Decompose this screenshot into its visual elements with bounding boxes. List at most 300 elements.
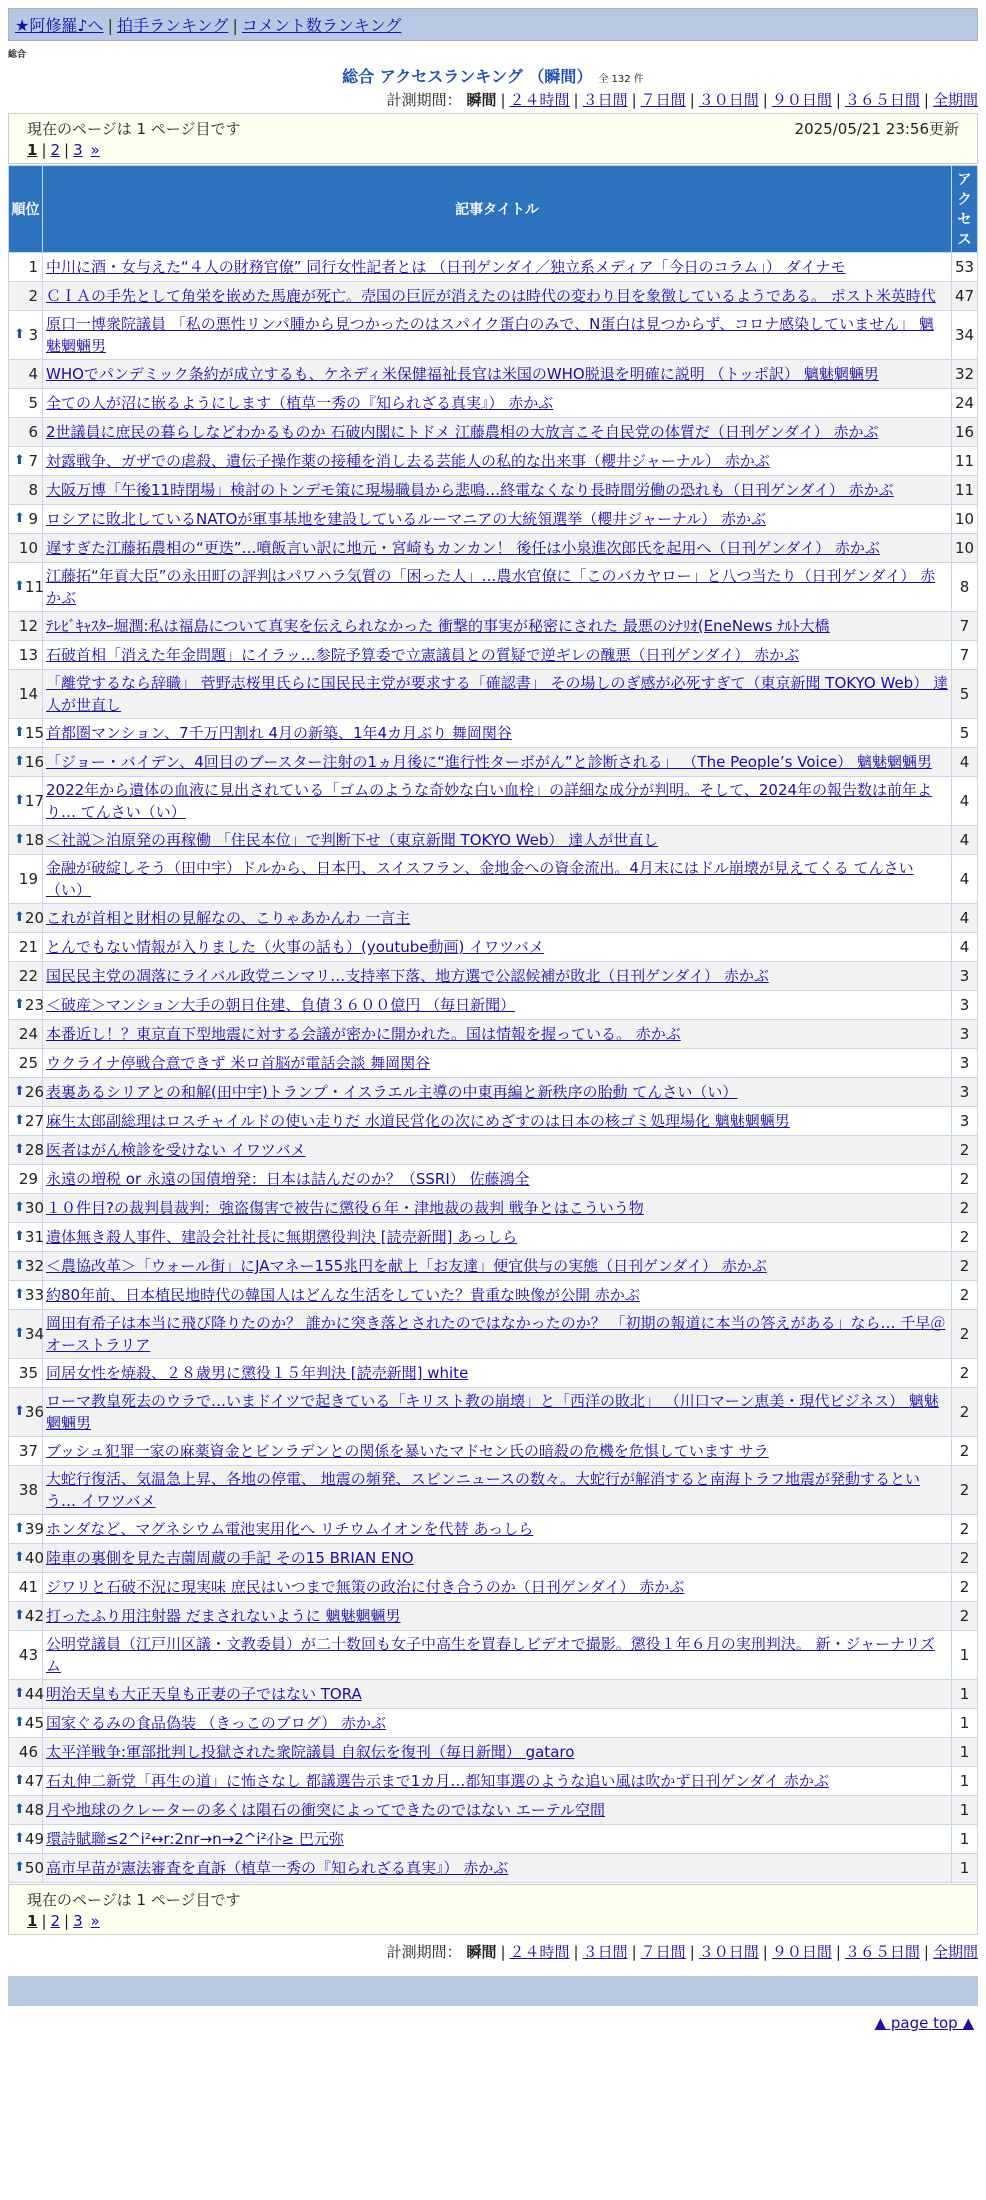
period-all-bottom[interactable]: 全期間 — [932, 1943, 978, 1961]
table-row — [9, 1680, 978, 1709]
period-30d[interactable]: ３０日間 — [698, 91, 759, 109]
title-cell — [43, 641, 952, 670]
rank-up-arrow-icon: ⬆ — [14, 725, 25, 740]
access-count: 2 — [952, 1544, 978, 1573]
table-row — [9, 1194, 978, 1223]
access-count: 2 — [952, 1136, 978, 1165]
rank-cell — [9, 1680, 43, 1709]
article-title-link[interactable]: 打ったふり用注射器 だまされないように 魑魅魍魎男 — [46, 1607, 401, 1625]
rank-up-arrow-icon: ⬆ — [14, 997, 25, 1012]
rank-number: 46 — [18, 1743, 38, 1761]
table-row — [9, 1631, 978, 1680]
article-title-link[interactable]: 遺体無き殺人事件、建設会社社長に無期懲役判決 [読売新聞] あっしら — [46, 1228, 518, 1246]
article-title-link[interactable]: これが首相と財相の見解なの、こりゃあかんわ 一言主 — [46, 909, 411, 927]
access-count: 10 — [952, 505, 978, 534]
title-cell — [43, 360, 952, 389]
rank-cell — [9, 1437, 43, 1466]
article-title-link[interactable]: 表裏あるシリアとの和解(田中宇)トランプ・イスラエル主導の中東再編と新秩序の胎動 てんさい（い） — [46, 1083, 738, 1101]
rank-cell — [9, 641, 43, 670]
rank-number: 43 — [18, 1646, 38, 1664]
access-count: 4 — [952, 904, 978, 933]
table-row — [9, 1252, 978, 1281]
page-1-current-bottom: 1 — [27, 1912, 38, 1930]
rank-number: 17 — [24, 792, 44, 810]
rank-cell — [9, 904, 43, 933]
rank-number: 31 — [24, 1228, 44, 1246]
period-365d[interactable]: ３６５日間 — [844, 91, 920, 109]
title-cell — [43, 1281, 952, 1310]
page-2-link[interactable]: 2 — [50, 141, 61, 159]
rank-number: 3 — [28, 326, 38, 344]
title-cell — [43, 389, 952, 418]
access-count: 7 — [952, 641, 978, 670]
title-cell — [43, 1796, 952, 1825]
title-cell — [43, 1020, 952, 1049]
rank-cell — [9, 1631, 43, 1680]
access-count: 2 — [952, 1223, 978, 1252]
table-row — [9, 311, 978, 360]
access-count: 34 — [952, 311, 978, 360]
section-label: 総合 — [8, 50, 27, 60]
table-row — [9, 360, 978, 389]
article-title-link[interactable]: 環詩賦聯≤2^i²↔r:2nr→n→2^i²ｲﾄ≥ 巴元弥 — [46, 1830, 344, 1848]
rank-up-arrow-icon: ⬆ — [14, 1113, 25, 1128]
period-3d-bottom[interactable]: ３日間 — [582, 1943, 628, 1961]
access-count: 16 — [952, 418, 978, 447]
rank-number: 42 — [24, 1607, 44, 1625]
rank-number: 34 — [24, 1325, 44, 1343]
title-cell — [43, 962, 952, 991]
access-count: 10 — [952, 534, 978, 563]
rank-number: 40 — [24, 1549, 44, 1567]
period-365d-bottom[interactable]: ３６５日間 — [844, 1943, 920, 1961]
article-title-link[interactable]: 金融が破綻しそう（田中宇）ドルから、日本円、スイスフラン、金地金への資金流出。4月末にはドル崩壊が見えてくる てんさい（い） — [46, 859, 914, 899]
article-title-link[interactable]: 医者はがん検診を受けない イワツバメ — [46, 1141, 306, 1159]
table-row — [9, 1281, 978, 1310]
title-cell — [43, 1738, 952, 1767]
current-page-text: 現在のページは 1 ページ目です — [27, 120, 241, 138]
table-row — [9, 1359, 978, 1388]
article-title-link[interactable]: ＜社説＞泊原発の再稼働 「住民本位」で判断下せ（東京新聞 TOKYO Web） 達人が世直し — [46, 831, 659, 849]
title-cell — [43, 1136, 952, 1165]
title-cell — [43, 1049, 952, 1078]
article-title-link[interactable]: 「ジョー・バイデン、4回目のブースター注射の1ヵ月後に“進行性ターボがん”と診断される」 （The People’s Voice） 魑魅魍魎男 — [46, 753, 932, 771]
rank-number: 37 — [18, 1442, 38, 1460]
rank-number: 50 — [24, 1859, 44, 1877]
rank-up-arrow-icon: ⬆ — [14, 511, 25, 526]
article-title-link[interactable]: 大阪万博「午後11時閉場」検討のトンデモ策に現場職員から悲鳴…終電なくなり長時間労働の恐れも（日刊ゲンダイ） 赤かぶ — [46, 481, 894, 499]
rank-number: 27 — [24, 1112, 44, 1130]
article-title-link[interactable]: 太平洋戦争:軍部批判し投獄された衆院議員 自叙伝を復刊（毎日新聞） gataro — [46, 1743, 575, 1761]
access-count: 3 — [952, 1049, 978, 1078]
article-title-link[interactable]: ジワリと石破不況に現実味 庶民はいつまで無策の政治に付き合うのか（日刊ゲンダイ） 赤かぶ — [46, 1578, 685, 1596]
rank-number: 25 — [18, 1054, 38, 1072]
article-title-link[interactable]: 遅すぎた江藤拓農相の“更迭”…噴飯言い訳に地元・宮崎もカンカン！ 後任は小泉進次郎氏を起用へ（日刊ゲンダイ） 赤かぶ — [46, 539, 880, 557]
access-count: 24 — [952, 389, 978, 418]
table-row — [9, 670, 978, 719]
page-3-link[interactable]: 3 — [73, 141, 83, 159]
rank-cell — [9, 777, 43, 826]
rank-number: 14 — [18, 685, 38, 703]
title-cell — [43, 719, 952, 748]
table-row — [9, 1049, 978, 1078]
access-count: 11 — [952, 447, 978, 476]
table-row — [9, 991, 978, 1020]
table-row — [9, 1796, 978, 1825]
table-row — [9, 389, 978, 418]
rank-up-arrow-icon: ⬆ — [14, 1608, 25, 1623]
table-row — [9, 1825, 978, 1854]
table-row — [9, 1310, 978, 1359]
rank-number: 20 — [24, 909, 44, 927]
article-title-link[interactable]: 対露戦争、ガザでの虐殺、遺伝子操作薬の接種を消し去る芸能人の私的な出来事（櫻井ジャーナル） 赤かぶ — [46, 452, 770, 470]
rank-number: 1 — [28, 258, 38, 276]
title-cell — [43, 563, 952, 612]
article-title-link[interactable]: ロシアに敗北しているNATOが軍事基地を建設しているルーマニアの大統領選挙（櫻井ジャーナル） 赤かぶ — [46, 510, 767, 528]
access-count: 3 — [952, 962, 978, 991]
rank-number: 26 — [24, 1083, 44, 1101]
period-7d-bottom[interactable]: ７日間 — [640, 1943, 686, 1961]
rank-number: 39 — [24, 1520, 44, 1538]
table-row — [9, 777, 978, 826]
table-row — [9, 855, 978, 904]
rank-up-arrow-icon: ⬆ — [14, 1326, 25, 1341]
access-count: 2 — [952, 1602, 978, 1631]
article-title-link[interactable]: 石破首相「消えた年金問題」にイラッ…参院予算委で立憲議員との質疑で逆ギレの醜悪（日刊ゲンダイ） 赤かぶ — [46, 646, 800, 664]
access-count: 3 — [952, 991, 978, 1020]
title-cell — [43, 1165, 952, 1194]
rank-cell — [9, 1223, 43, 1252]
rank-up-arrow-icon: ⬆ — [14, 754, 25, 769]
rank-cell — [9, 389, 43, 418]
rank-number: 7 — [28, 452, 38, 470]
rank-cell — [9, 1738, 43, 1767]
rank-cell — [9, 1825, 43, 1854]
rank-number: 29 — [18, 1170, 38, 1188]
access-count: 3 — [952, 1078, 978, 1107]
rank-up-arrow-icon: ⬆ — [14, 453, 25, 468]
page-top-link[interactable]: ▲ page top ▲ — [874, 2014, 974, 2032]
rank-cell — [9, 1796, 43, 1825]
article-title-link[interactable]: 「離党するなら辞職」 菅野志桜里氏らに国民民主党が要求する「確認書」 その場しのぎ感が必死すぎて（東京新聞 TOKYO Web） 達人が世直し — [46, 674, 948, 714]
article-title-link[interactable]: とんでもない情報が入りました（火事の話も）(youtube動画) イワツバメ — [46, 938, 544, 956]
access-count: 2 — [952, 1388, 978, 1437]
title-cell — [43, 1359, 952, 1388]
table-row — [9, 253, 978, 282]
period-7d[interactable]: ７日間 — [640, 91, 686, 109]
rank-cell — [9, 1136, 43, 1165]
rank-up-arrow-icon: ⬆ — [14, 327, 25, 342]
title-cell — [43, 1709, 952, 1738]
article-title-link[interactable]: 石丸伸二新党「再生の道」に怖さなし 都議選告示まで1カ月…都知事選のような追い風は吹かず日刊ゲンダイ 赤かぶ — [46, 1772, 829, 1790]
article-title-link[interactable]: 中川に酒・女与えた“４人の財務官僚” 同行女性記者とは （日刊ゲンダイ／独立系メディア「今日のコラム」） ダイナモ — [46, 258, 846, 276]
title-cell — [43, 748, 952, 777]
access-count: 11 — [952, 476, 978, 505]
article-title-link[interactable]: 麻生太郎副総理はロスチャイルドの使い走りだ 水道民営化の次にめざすのは日本の核ゴミ処理場化 魑魅魍魎男 — [46, 1112, 790, 1130]
article-title-link[interactable]: 首都圏マンション、7千万円割れ 4月の新築、1年4カ月ぶり 舞岡関谷 — [46, 724, 512, 742]
rank-cell — [9, 253, 43, 282]
title-cell — [43, 1680, 952, 1709]
page-info-bottom — [8, 1884, 978, 1935]
access-count: 2 — [952, 1515, 978, 1544]
table-row — [9, 719, 978, 748]
article-title-link[interactable]: ウクライナ停戦合意できず 米ロ首脳が電話会談 舞岡関谷 — [46, 1054, 431, 1072]
article-title-link[interactable]: １０件目?の裁判員裁判：強盗傷害で被告に懲役６年・津地裁の裁判 戦争とはこういう物 — [46, 1199, 644, 1217]
title-cell — [43, 1107, 952, 1136]
article-title-link[interactable]: 同居女性を焼殺、２８歳男に懲役１５年判決 [読売新聞] white — [46, 1364, 469, 1382]
access-count: 2 — [952, 1573, 978, 1602]
article-title-link[interactable]: 高市早苗が憲法審査を直訴（植草一秀の『知られざる真実』） 赤かぶ — [46, 1859, 509, 1877]
period-24h-bottom[interactable]: ２４時間 — [509, 1943, 570, 1961]
access-count: 4 — [952, 855, 978, 904]
article-title-link[interactable]: 明治天皇も大正天皇も正妻の子ではない TORA — [46, 1685, 362, 1703]
period-24h[interactable]: ２４時間 — [509, 91, 570, 109]
table-row — [9, 933, 978, 962]
article-title-link[interactable]: 約80年前、日本植民地時代の韓国人はどんな生活をしていた？貴重な映像が公開 赤かぶ — [46, 1286, 640, 1304]
period-current-bottom: 瞬間 — [466, 1943, 497, 1961]
table-row — [9, 1107, 978, 1136]
title-cell — [43, 1515, 952, 1544]
table-row — [9, 962, 978, 991]
rank-number: 16 — [24, 753, 44, 771]
rank-number: 38 — [18, 1481, 38, 1499]
article-title-link[interactable]: 岡田有希子は本当に飛び降りたのか？ 誰かに突き落とされたのではなかったのか？ 「初期の報道に本当の答えがある」なら… 千早＠オーストラリア — [46, 1314, 946, 1354]
page-2-link-bottom[interactable]: 2 — [50, 1912, 61, 1930]
access-count: 3 — [952, 1107, 978, 1136]
access-count: 5 — [952, 719, 978, 748]
rank-up-arrow-icon: ⬆ — [14, 1521, 25, 1536]
rank-number: 32 — [24, 1257, 44, 1275]
rank-cell — [9, 476, 43, 505]
title-cell — [43, 612, 952, 641]
access-count: 1 — [952, 1631, 978, 1680]
title-cell — [43, 855, 952, 904]
rank-cell — [9, 826, 43, 855]
rank-cell — [9, 311, 43, 360]
table-row — [9, 1515, 978, 1544]
article-title-link[interactable]: ローマ教皇死去のウラで…いまドイツで起きている「キリスト教の崩壊」と「西洋の敗北」 （川口マーン恵美・現代ビジネス） 魑魅魍魎男 — [46, 1392, 939, 1432]
rank-up-arrow-icon: ⬆ — [14, 910, 25, 925]
rank-number: 2 — [28, 287, 38, 305]
article-title-link[interactable]: 江藤拓“年貢大臣”の永田町の評判はパワハラ気質の「困った人」…農水官僚に「このバカヤロー」と八つ当たり（日刊ゲンダイ） 赤かぶ — [46, 567, 936, 607]
rank-up-arrow-icon: ⬆ — [14, 1860, 25, 1875]
table-row — [9, 1709, 978, 1738]
title-cell — [43, 991, 952, 1020]
access-count: 4 — [952, 748, 978, 777]
title-cell — [43, 1767, 952, 1796]
article-title-link[interactable]: 大蛇行復活、気温急上昇、各地の停電、 地震の頻発、スピンニュースの数々。大蛇行が解消すると南海トラフ地震が発動するという… イワツバメ — [46, 1470, 921, 1510]
rank-cell — [9, 1165, 43, 1194]
header-access: アクセス — [952, 166, 978, 253]
article-title-link[interactable]: 月や地球のクレーターの多くは隕石の衝突によってできたのではない エーテル空間 — [46, 1801, 606, 1819]
table-row — [9, 1602, 978, 1631]
total-count: 全 132 件 — [598, 74, 644, 85]
rank-number: 10 — [18, 539, 38, 557]
page-info-top — [8, 113, 978, 164]
access-count: 1 — [952, 1825, 978, 1854]
nav-link-home[interactable]: ★阿修羅♪へ — [15, 16, 104, 35]
ranking-table — [8, 165, 978, 1883]
access-count: 7 — [952, 612, 978, 641]
title-cell — [43, 933, 952, 962]
rank-cell — [9, 962, 43, 991]
next-page-link[interactable]: » — [90, 141, 100, 159]
rank-cell — [9, 447, 43, 476]
article-title-link[interactable]: 国家ぐるみの食品偽装 （きっこのブログ） 赤かぶ — [46, 1714, 386, 1732]
page-title: 総合 アクセスランキング （瞬間） — [342, 67, 593, 86]
next-page-link-bottom[interactable]: » — [90, 1912, 100, 1930]
rank-number: 47 — [24, 1772, 44, 1790]
rank-up-arrow-icon: ⬆ — [14, 1200, 25, 1215]
title-cell — [43, 670, 952, 719]
article-title-link[interactable]: 公明党議員（江戸川区議・文教委員）が二十数回も女子中高生を買春しビデオで撮影。懲役１年６月の実刑判決。 新・ジャーナリズム — [46, 1635, 935, 1675]
table-row — [9, 1078, 978, 1107]
table-row — [9, 476, 978, 505]
rank-number: 6 — [28, 423, 38, 441]
title-cell — [43, 1252, 952, 1281]
rank-cell — [9, 360, 43, 389]
rank-number: 30 — [24, 1199, 44, 1217]
rank-cell — [9, 670, 43, 719]
table-row — [9, 904, 978, 933]
access-count: 4 — [952, 933, 978, 962]
rank-number: 11 — [24, 578, 44, 596]
access-count: 47 — [952, 282, 978, 311]
rank-cell — [9, 612, 43, 641]
period-30d-bottom[interactable]: ３０日間 — [698, 1943, 759, 1961]
access-count: 53 — [952, 253, 978, 282]
rank-number: 4 — [28, 365, 38, 383]
rank-cell — [9, 1107, 43, 1136]
article-title-link[interactable]: ＜破産＞マンション大手の朝日住建、負債３６００億円 （毎日新聞） — [46, 996, 516, 1014]
title-cell — [43, 1573, 952, 1602]
page-3-link-bottom[interactable]: 3 — [73, 1912, 83, 1930]
rank-number: 24 — [18, 1025, 38, 1043]
rank-cell — [9, 1602, 43, 1631]
rank-cell — [9, 282, 43, 311]
article-title-link[interactable]: 本番近し！？東京直下型地震に対する会議が密かに開かれた。国は情報を握っている。 赤かぶ — [46, 1025, 681, 1043]
period-90d[interactable]: ９０日間 — [771, 91, 832, 109]
access-count: 2 — [952, 1281, 978, 1310]
rank-cell — [9, 1709, 43, 1738]
title-cell — [43, 777, 952, 826]
article-title-link[interactable]: ＜農協改革＞「ウォール街」にJAマネー155兆円を献上「お友達」便宜供与の実態（日刊ゲンダイ） 赤かぶ — [46, 1257, 767, 1275]
title-cell — [43, 1854, 952, 1883]
pagination-top: 1 | 2 | 3 » — [27, 141, 100, 159]
table-row — [9, 505, 978, 534]
rank-cell — [9, 1388, 43, 1437]
table-row — [9, 1388, 978, 1437]
access-count: 2 — [952, 1252, 978, 1281]
table-row — [9, 1437, 978, 1466]
article-title-link[interactable]: ﾃﾚﾋﾞｷｬｽﾀｰ堀潤:私は福島について真実を伝えられなかった 衝撃的事実が秘密にされた 最悪のｼﾅﾘｵ(EneNews ﾅﾙﾄ大橋 — [46, 617, 830, 635]
rank-up-arrow-icon: ⬆ — [14, 1550, 25, 1565]
rank-cell — [9, 563, 43, 612]
rank-up-arrow-icon: ⬆ — [14, 1686, 25, 1701]
rank-up-arrow-icon: ⬆ — [14, 579, 25, 594]
title-cell — [43, 1544, 952, 1573]
nav-link-comment-ranking[interactable]: コメント数ランキング — [241, 16, 402, 35]
rank-up-arrow-icon: ⬆ — [14, 1142, 25, 1157]
current-page-text-bottom: 現在のページは 1 ページ目です — [27, 1891, 241, 1909]
rank-cell — [9, 991, 43, 1020]
article-title-link[interactable]: WHOでパンデミック条約が成立するも、ケネディ米保健福祉長官は米国のWHO脱退を明確に説明 （トッポ訳） 魑魅魍魎男 — [46, 365, 879, 383]
rank-cell — [9, 1078, 43, 1107]
table-row — [9, 1738, 978, 1767]
rank-up-arrow-icon: ⬆ — [14, 1084, 25, 1099]
rank-up-arrow-icon: ⬆ — [14, 1258, 25, 1273]
title-cell — [43, 1310, 952, 1359]
title-cell — [43, 904, 952, 933]
table-row — [9, 534, 978, 563]
title-cell — [43, 1825, 952, 1854]
rank-cell — [9, 1359, 43, 1388]
title-cell — [43, 505, 952, 534]
table-row — [9, 447, 978, 476]
period-3d[interactable]: ３日間 — [582, 91, 628, 109]
rank-cell — [9, 418, 43, 447]
title-cell — [43, 282, 952, 311]
period-selector-bottom: 計測期間： 瞬間 | ２４時間 | ３日間 | ７日間 | ３０日間 | ９０日間 | ３６５日間 | 全期間 — [386, 1943, 978, 1961]
rank-cell — [9, 1252, 43, 1281]
table-row — [9, 748, 978, 777]
article-title-link[interactable]: 永遠の増税 or 永遠の国債増発：日本は詰んだのか？（SSRI） 佐藤鴻全 — [46, 1170, 530, 1188]
access-count: 4 — [952, 826, 978, 855]
table-row — [9, 1165, 978, 1194]
rank-number: 18 — [24, 831, 44, 849]
article-title-link[interactable]: 国民民主党の凋落にライバル政党ニンマリ…支持率下落、地方選で公認候補が敗北（日刊ゲンダイ） 赤かぶ — [46, 967, 769, 985]
article-title-link[interactable]: 全ての人が沼に嵌るようにします（植草一秀の『知られざる真実』） 赤かぶ — [46, 394, 554, 412]
article-title-link[interactable]: ブッシュ犯罪一家の麻薬資金とビンラデンとの関係を暴いたマドセン氏の暗殺の危機を危惧しています サラ — [46, 1442, 769, 1460]
nav-link-clap-ranking[interactable]: 拍手ランキング — [116, 16, 229, 35]
period-all[interactable]: 全期間 — [932, 91, 978, 109]
rank-number: 33 — [24, 1286, 44, 1304]
rank-number: 21 — [18, 938, 38, 956]
table-row — [9, 1544, 978, 1573]
footer-links — [8, 2006, 978, 2038]
access-count: 1 — [952, 1854, 978, 1883]
table-row — [9, 1854, 978, 1883]
article-title-link[interactable]: 2022年から遺体の血液に見出されている「ゴムのような奇妙な白い血栓」の詳細な成分が判明。そして、2024年の報告数は前年より… てんさい（い） — [46, 781, 933, 821]
access-count: 1 — [952, 1767, 978, 1796]
rank-cell — [9, 1544, 43, 1573]
table-row — [9, 641, 978, 670]
title-cell — [43, 534, 952, 563]
article-title-link[interactable]: ホンダなど、マグネシウム電池実用化へ リチウムイオンを代替 あっしら — [46, 1520, 534, 1538]
access-count: 1 — [952, 1796, 978, 1825]
rank-number: 15 — [24, 724, 44, 742]
rank-number: 13 — [18, 646, 38, 664]
period-label-bottom: 計測期間： — [386, 1943, 462, 1961]
access-count: 4 — [952, 777, 978, 826]
title-cell — [43, 1631, 952, 1680]
access-count: 1 — [952, 1738, 978, 1767]
article-title-link[interactable]: ＣＩＡの手先として角栄を嵌めた馬鹿が死亡。売国の巨匠が消えたのは時代の変わり目を象徴しているようである。 ポスト米英時代 — [46, 287, 936, 305]
period-90d-bottom[interactable]: ９０日間 — [771, 1943, 832, 1961]
access-count: 32 — [952, 360, 978, 389]
rank-number: 28 — [24, 1141, 44, 1159]
table-row — [9, 612, 978, 641]
article-title-link[interactable]: 原口一博衆院議員 「私の悪性リンパ腫から見つかったのはスパイク蛋白のみで、N蛋白は見つからず、コロナ感染していません」 魑魅魍魎男 — [46, 315, 934, 355]
rank-number: 23 — [24, 996, 44, 1014]
rank-number: 44 — [24, 1685, 44, 1703]
page-1-current: 1 — [27, 141, 38, 159]
rank-cell — [9, 719, 43, 748]
article-title-link[interactable]: 陸車の裏側を見た吉薗周蔵の手記 その15 BRIAN ENO — [46, 1549, 414, 1567]
title-cell — [43, 1466, 952, 1515]
rank-number: 19 — [18, 870, 38, 888]
article-title-link[interactable]: 2世議員に庶民の暮らしなどわかるものか 石破内閣にトドメ 江藤農相の大放言こそ自民党の体質だ（日刊ゲンダイ） 赤かぶ — [46, 423, 879, 441]
